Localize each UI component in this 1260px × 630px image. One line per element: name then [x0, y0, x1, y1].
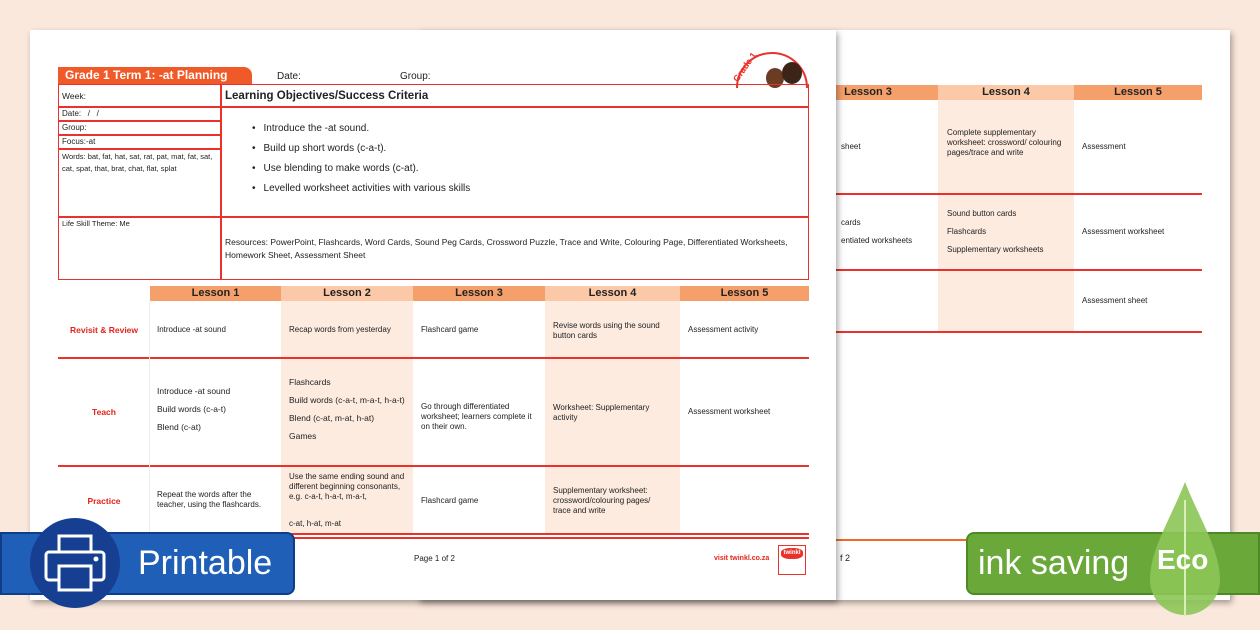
lesson-cell [157, 385, 275, 433]
leaf-icon [1140, 480, 1230, 620]
lesson-cell: Assessment activity [688, 325, 759, 334]
back-cell: Assessment sheet [1082, 296, 1148, 305]
lesson-cell: Use the same ending sound and different beginning consonants, e.g. c-a-t, h-a-t, m-a-t, [289, 472, 405, 501]
back-cell: Supplementary worksheets [947, 245, 1044, 254]
cell-line: Games [289, 431, 317, 441]
row-divider [798, 331, 1202, 333]
lesson-cell: Go through differentiated worksheet; learners complete it on their own. [421, 402, 532, 431]
printable-label: Printable [138, 544, 273, 582]
grade-badge [730, 48, 810, 88]
cell-line: Blend (c-at, m-at, h-at) [289, 413, 375, 423]
cell-line: Build words (c-a-t, m-a-t, h-a-t) [289, 395, 405, 405]
back-cell: entiated worksheets [841, 236, 913, 245]
lesson-cell: c-at, h-at, m-at [289, 519, 342, 528]
cell-line: Build words (c-a-t) [157, 404, 226, 414]
group-label: Group: [400, 71, 431, 82]
back-cell: Assessment [1082, 142, 1126, 151]
row-divider [58, 357, 809, 359]
resources-text: Resources: PowerPoint, Flashcards, Word Cards, Sound Peg Cards, Crossword Puzzle, Trace and Write, Colouring Page, Differentiated Worksheets, Homework Sheet, Assessment Sheet [225, 237, 788, 260]
row-label-revisit: Revisit & Review [69, 325, 139, 335]
row-divider [58, 465, 809, 467]
cell-line: Blend (c-at) [157, 422, 201, 432]
twinkl-link[interactable]: visit twinkl.co.za [714, 555, 770, 562]
back-cell: cards [841, 218, 861, 227]
row-divider [798, 193, 1202, 195]
group-field: Group: [62, 123, 87, 132]
logo-text: twinkl [781, 548, 803, 559]
row-divider [798, 269, 1202, 271]
cell-line: Introduce -at sound [157, 386, 231, 396]
lesson1-header: Lesson 1 [150, 286, 281, 301]
divider [220, 84, 222, 280]
row-label-practice: Practice [87, 496, 121, 506]
divider [58, 106, 809, 108]
divider [58, 120, 220, 122]
back-cell: sheet [841, 142, 861, 151]
objective-item: • Introduce the -at sound. [252, 123, 470, 134]
lesson-cell: Flashcard game [421, 496, 479, 505]
words-field: Words: bat, fat, hat, sat, rat, pat, mat, fat, sat, cat, spat, that, brat, chat, flat, splat [62, 152, 213, 173]
lesson-cell: Repeat the words after the teacher, using the flashcards. [157, 490, 262, 509]
lesson-cell [289, 376, 411, 442]
date-label: Date: [277, 71, 301, 82]
ink-saving-label: ink saving [978, 544, 1130, 582]
lesson-cell: Revise words using the sound button cards [553, 321, 660, 340]
row-label-teach: Teach [92, 407, 116, 417]
back-lesson3-header: Lesson 3 [798, 85, 938, 100]
lesson-cell: Assessment worksheet [688, 407, 771, 416]
back-cell: Flashcards [947, 227, 987, 236]
back-cell: Sound button cards [947, 209, 1017, 218]
lesson5-header: Lesson 5 [680, 286, 809, 301]
lesson2-header: Lesson 2 [281, 286, 413, 301]
objectives-list [252, 123, 470, 203]
back-lesson5-header: Lesson 5 [1074, 85, 1202, 100]
page-number: Page 1 of 2 [414, 554, 455, 563]
page-title: Grade 1 Term 1: -at Planning [58, 67, 252, 84]
back-page-number: f 2 [840, 553, 851, 563]
lesson-cell: Flashcard game [421, 325, 479, 334]
objective-item: • Build up short words (c-a-t). [252, 143, 470, 154]
lesson-cell: Introduce -at sound [157, 325, 226, 334]
lesson-cell: Worksheet: Supplementary activity [553, 403, 650, 422]
back-cell: Assessment worksheet [1082, 227, 1165, 236]
lesson3-header: Lesson 3 [413, 286, 545, 301]
objective-item: • Levelled worksheet activities with various skills [252, 183, 470, 194]
divider [58, 134, 220, 136]
eco-label: Eco [1157, 544, 1209, 575]
twinkl-logo [778, 545, 806, 575]
back-lesson4-header: Lesson 4 [938, 85, 1074, 100]
objectives-title: Learning Objectives/Success Criteria [225, 90, 429, 102]
divider [58, 216, 809, 218]
front-page [30, 30, 836, 600]
week-field: Week: [62, 91, 86, 101]
cell-line: Flashcards [289, 377, 331, 387]
date-field: Date: / / [62, 109, 99, 118]
focus-field: Focus:-at [62, 137, 96, 146]
grade-badge-text: Grade 1 [731, 50, 759, 84]
lesson-cell: Recap words from yesterday [289, 325, 391, 334]
lesson-cell: Supplementary worksheet: crossword/colouring pages/ trace and write [553, 486, 651, 515]
printer-icon [30, 518, 120, 608]
objective-item: • Use blending to make words (c-at). [252, 163, 470, 174]
back-cell: Complete supplementary worksheet: crossword/ colouring pages/trace and write [947, 128, 1062, 157]
lesson4-header: Lesson 4 [545, 286, 680, 301]
life-skill-field: Life Skill Theme: Me [62, 219, 130, 228]
divider [58, 148, 220, 150]
